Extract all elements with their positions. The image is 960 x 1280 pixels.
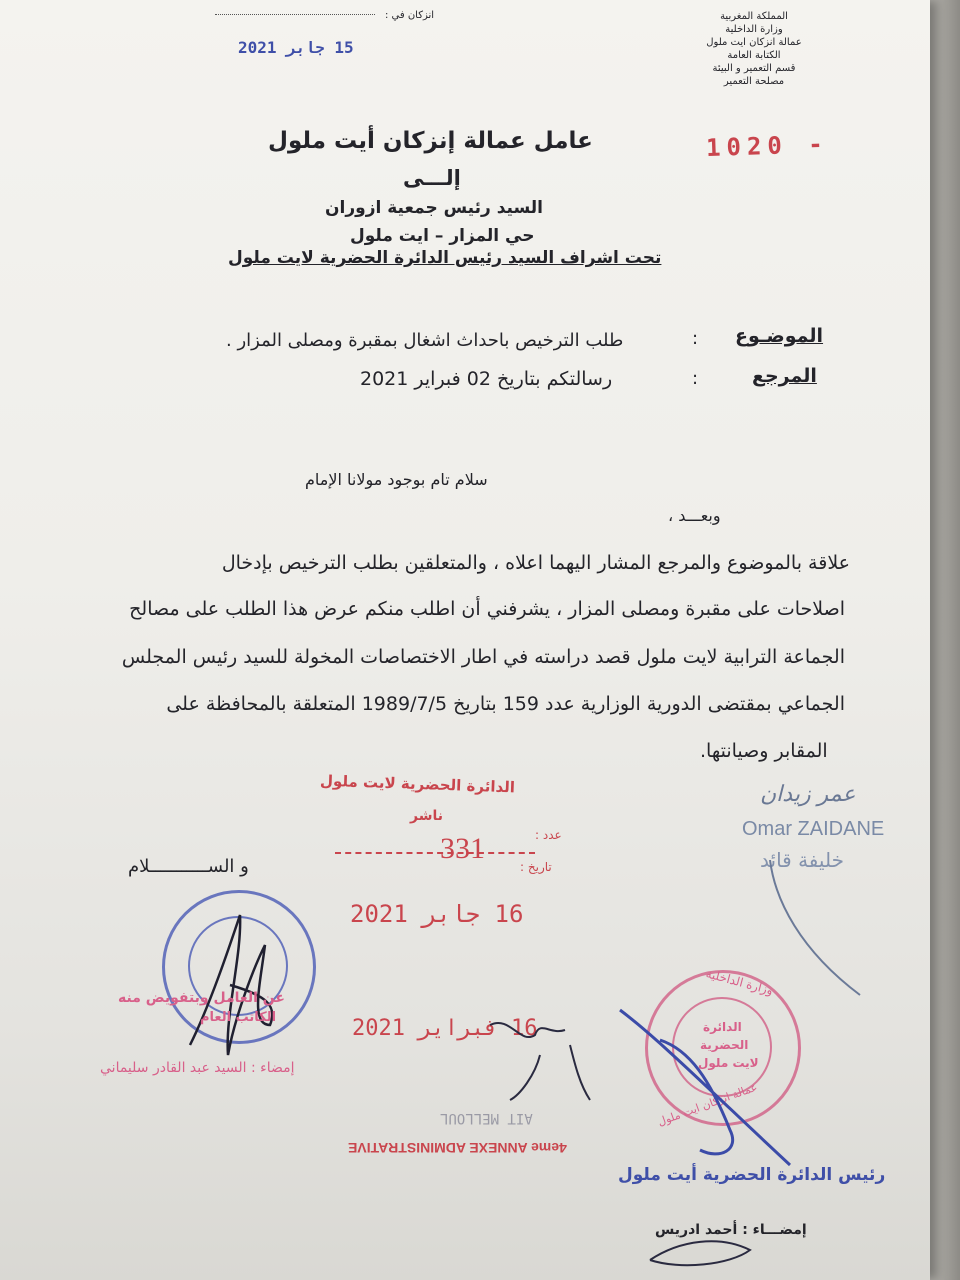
circle-head: رئيس الدائرة الحضرية أيت ملول xyxy=(618,1165,886,1185)
subject-label: الموضـوع xyxy=(735,325,824,347)
to-label: إلـــى xyxy=(403,166,461,190)
received-date-value: 16 جابر 2021 xyxy=(350,900,524,928)
received-date-label: تاريخ : xyxy=(520,860,552,874)
middle-stamp-city: AIT MELLOUL xyxy=(440,1110,533,1126)
greeting: سلام تام بوجود مولانا الإمام xyxy=(305,470,488,489)
admin-line: قسم التعمير و البيئة xyxy=(712,63,796,74)
seal-center-2: الحضرية xyxy=(700,1038,749,1052)
sender: عامل عمالة إنزكان أيت ملول xyxy=(268,128,593,154)
received-number-value: 331 xyxy=(440,832,485,865)
received-stamp-title: الدائرة الحضرية لايت ملول xyxy=(319,771,516,797)
body-line: الجماعي بمقتضى الدورية الوزارية عدد 159 بتاريخ 1989/7/5 المتعلقة بالمحافظة على xyxy=(166,693,845,715)
signature-on-behalf: عن العامل وبتفويض منه xyxy=(118,990,285,1006)
closing: و الســـــــــــلام xyxy=(128,856,249,877)
admin-line: وزارة الداخلية xyxy=(725,24,783,35)
body-line: اصلاحات على مقبرة ومصلى المزار ، يشرفني أن اطلب منكم عرض هذا الطلب على مصالح xyxy=(129,598,845,620)
place-label: انزكان في : xyxy=(385,10,435,21)
footer-signature-loop xyxy=(640,1230,760,1275)
admin-line: مصلحة التعمير xyxy=(723,76,785,87)
middle-stamp-date: 16 فبراير 2021 xyxy=(352,1016,538,1041)
wabaad: وبعـــد ، xyxy=(668,506,721,525)
seal-bottom-ring: عمالة انزكان ايت ملول xyxy=(655,1080,760,1129)
body-line: الجماعة الترابية لايت ملول قصد دراسته في اطار الاختصاصات المخولة للسيد رئيس المجلس xyxy=(121,646,845,668)
admin-line: الكتابة العامة xyxy=(727,50,781,61)
recipient-line-1: السيد رئيس جمعية ازوران xyxy=(325,198,543,218)
body-line: علاقة بالموضوع والمرجع المشار اليهما اعلاه ، والمتعلقين بطلب الترخيص بإدخال xyxy=(221,552,850,574)
seal-center-1: الدائرة xyxy=(703,1020,742,1034)
admin-line: المملكة المغربية xyxy=(720,11,788,22)
reference-number: 1020 - xyxy=(705,129,830,163)
received-number-label: عدد : xyxy=(535,828,562,842)
handwritten-name-fr: Omar ZAIDANE xyxy=(742,818,885,840)
subject-colon: : xyxy=(692,328,699,349)
seal-ring-text: وزارة الداخلية xyxy=(704,966,775,998)
footer-signed: إمضـــاء : أحمد ادريس xyxy=(655,1222,807,1238)
signature-middle xyxy=(480,1005,600,1105)
reference-label: المرجع xyxy=(752,365,817,387)
seal-center-3: لايت ملول xyxy=(698,1056,759,1070)
handwritten-title: خليفة قائد xyxy=(760,848,844,872)
recipient-line-2: حي المزار – ايت ملول xyxy=(350,226,535,246)
received-stamp-sub: ناشر xyxy=(410,808,443,824)
place-dotted-line xyxy=(215,14,375,15)
signature-secretary: الكاتب العام xyxy=(200,1010,277,1025)
middle-stamp-annexe: 4eme ANNEXE ADMINISTRATIVE xyxy=(348,1140,567,1156)
reference-text: رسالتكم بتاريخ 02 فبراير 2021 xyxy=(360,368,613,390)
received-number-underline xyxy=(335,852,535,854)
supervision-line: تحت اشراف السيد رئيس الدائرة الحضرية لايت ملول xyxy=(228,248,662,268)
subject-text: طلب الترخيص باحداث اشغال بمقبرة ومصلى المزار . xyxy=(226,330,624,351)
admin-line: عمالة انزكان ايت ملول xyxy=(706,37,802,48)
reference-colon: : xyxy=(692,368,699,389)
handwritten-name-ar: عمر زيدان xyxy=(760,782,856,807)
signature-left xyxy=(170,905,290,1065)
header-date-stamp: 15 جابر 2021 xyxy=(238,38,354,57)
signature-signed-by: إمضاء : السيد عبد القادر سليماني xyxy=(100,1060,295,1076)
body-line: المقابر وصيانتها. xyxy=(700,740,828,762)
signature-right xyxy=(600,980,800,1180)
annotation-line xyxy=(760,860,870,1000)
admin-header xyxy=(700,10,808,88)
